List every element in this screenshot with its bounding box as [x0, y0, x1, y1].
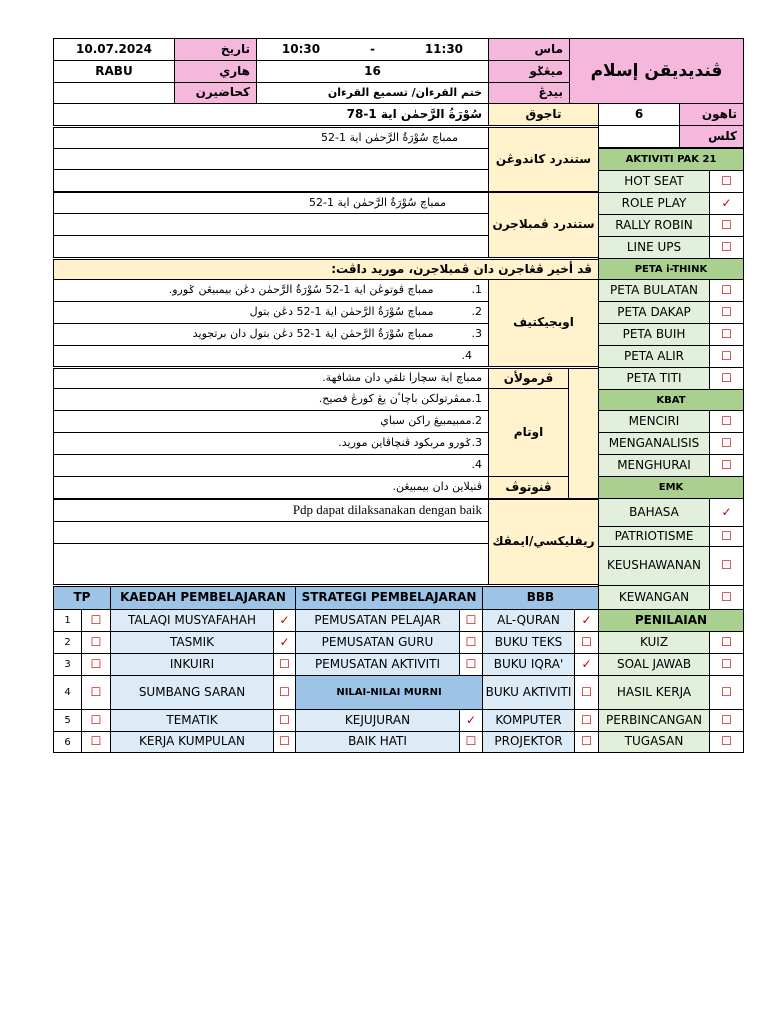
pak21-checkbox[interactable]: ☐: [709, 170, 744, 193]
pak21-checkbox[interactable]: ☐: [709, 214, 744, 237]
tp-checkbox[interactable]: ☐: [81, 631, 111, 654]
emk-checkbox[interactable]: ✓: [709, 498, 744, 527]
tp-checkbox[interactable]: ☐: [81, 609, 111, 632]
utama-2: [53, 410, 489, 433]
date-value: 10.07.2024: [53, 38, 175, 61]
strategi-checkbox[interactable]: ☐: [459, 631, 483, 654]
ithink-item: PETA ALIR: [598, 345, 710, 368]
permulaan-text: ممباچ اية سچارا تلقي دان مشافهة.: [53, 368, 489, 389]
ithink-checkbox[interactable]: ☐: [709, 323, 744, 346]
kaedah-checkbox[interactable]: ✓: [273, 609, 296, 632]
emk-checkbox[interactable]: ☐: [709, 546, 744, 586]
utama-text: ݢورو مربكود ڤنچاڤاين موريد.: [338, 436, 472, 450]
tp-checkbox[interactable]: ☐: [81, 731, 111, 753]
penilaian-item: SOAL JAWAB: [598, 653, 710, 676]
emk-item: KEUSHAWANAN: [598, 546, 710, 586]
ithink-item: PETA BULATAN: [598, 279, 710, 302]
kandungan-text: ممباچ سُوْرَةُ الرَّحمٰن اية 1-52: [53, 127, 489, 149]
tp-number: 4: [53, 675, 82, 710]
bbb-item: PROJEKTOR: [482, 731, 575, 753]
penilaian-item: HASIL KERJA: [598, 675, 710, 710]
reflection-line-3: [53, 543, 489, 585]
day-label: هاري: [174, 60, 257, 83]
bbb-checkbox[interactable]: ☐: [574, 731, 599, 753]
objective-1: [53, 279, 489, 302]
utama-number: 3.: [471, 436, 482, 450]
kbat-item: MENCIRI: [598, 410, 710, 433]
time-end: 11:30: [424, 41, 464, 56]
emk-item: PATRIOTISME: [598, 526, 710, 547]
penutup-label: ڤنوتوڤ: [488, 476, 569, 499]
kaedah-checkbox[interactable]: ☐: [273, 675, 296, 710]
pak21-item: HOT SEAT: [598, 170, 710, 193]
penilaian-item: KUIZ: [598, 631, 710, 654]
objective-label: اوبجيكتيف: [488, 279, 599, 367]
class-value: [598, 125, 680, 148]
objective-number: 2.: [471, 305, 482, 319]
pembelajaran-label: ستندرد ڤمبلاجرن: [488, 192, 599, 258]
penilaian-checkbox[interactable]: ☐: [709, 731, 744, 753]
time-range: [256, 38, 489, 61]
kbat-checkbox[interactable]: ☐: [709, 454, 744, 477]
kandungan-label: ستندرد كاندوڠن: [488, 127, 599, 192]
utama-text: ممڤرتولكن باچاٴن يڠ كورڠ فصيح.: [318, 392, 472, 406]
utama-number: 2.: [471, 414, 482, 428]
topic-label: تاجوق: [488, 103, 599, 126]
penilaian-checkbox[interactable]: ☐: [709, 709, 744, 732]
year-label: تاهون: [679, 103, 744, 126]
pak21-checkbox[interactable]: ✓: [709, 192, 744, 215]
tp-number: 2: [53, 631, 82, 654]
kaedah-item: INKUIRI: [110, 653, 274, 676]
penutup-text: ڤنيلاين دان بيمبيڠن.: [53, 476, 489, 499]
ithink-checkbox[interactable]: ☐: [709, 279, 744, 302]
time-label: ماس: [488, 38, 570, 61]
day-value: RABU: [53, 60, 175, 83]
nilai-header: NILAI-NILAI MURNI: [295, 675, 483, 710]
kaedah-checkbox[interactable]: ☐: [273, 653, 296, 676]
time-separator: -: [369, 41, 375, 56]
week-label: ميڠݢو: [488, 60, 570, 83]
strategi-item: PEMUSATAN AKTIVITI: [295, 653, 460, 676]
bbb-item: KOMPUTER: [482, 709, 575, 732]
ithink-item: PETA BUIH: [598, 323, 710, 346]
field-label: بيدڠ: [488, 82, 570, 104]
penilaian-checkbox[interactable]: ☐: [709, 631, 744, 654]
ithink-header: PETA i-THINK: [598, 258, 744, 280]
kbat-item: MENGHURAI: [598, 454, 710, 477]
objective-number: 1.: [471, 283, 482, 297]
strategi-item: PEMUSATAN GURU: [295, 631, 460, 654]
pak21-checkbox[interactable]: ☐: [709, 236, 744, 259]
kaedah-item: KERJA KUMPULAN: [110, 731, 274, 753]
ithink-checkbox[interactable]: ☐: [709, 367, 744, 390]
nilai-item: BAIK HATI: [295, 731, 460, 753]
pak21-header: AKTIVITI PAK 21: [598, 148, 744, 171]
bbb-checkbox[interactable]: ☐: [574, 631, 599, 654]
subject-title: ڤنديديقن إسلام: [569, 38, 744, 104]
bbb-header: BBB: [482, 586, 599, 610]
emk-item: BAHASA: [598, 498, 710, 527]
tp-checkbox[interactable]: ☐: [81, 653, 111, 676]
strategi-checkbox[interactable]: ☐: [459, 653, 483, 676]
tp-number: 5: [53, 709, 82, 732]
week-value: 16: [256, 60, 489, 83]
utama-number: 4.: [471, 458, 482, 472]
penilaian-item: TUGASAN: [598, 731, 710, 753]
nilai-checkbox[interactable]: ☐: [459, 731, 483, 753]
pembelajaran-line-3: [53, 235, 489, 258]
attendance-value: [53, 82, 175, 104]
pembelajaran-line-2: [53, 213, 489, 236]
permulaan-label: ڤرمولأن: [488, 368, 569, 389]
utama-4: [53, 454, 489, 477]
strategi-item: PEMUSATAN PELAJAR: [295, 609, 460, 632]
kaedah-checkbox[interactable]: ☐: [273, 731, 296, 753]
pak21-item: ROLE PLAY: [598, 192, 710, 215]
utama-number: 1.: [471, 392, 482, 406]
tp-checkbox[interactable]: ☐: [81, 675, 111, 710]
pembelajaran-text: ممباچ سُوْرَةُ الرَّحمٰن اية 1-52: [53, 192, 489, 214]
tp-checkbox[interactable]: ☐: [81, 709, 111, 732]
strategi-checkbox[interactable]: ☐: [459, 609, 483, 632]
objective-header: ڤد أخير ڤڠاجرن دان ڤمبلاجرن، موريد داڤت:: [53, 259, 599, 280]
ithink-checkbox[interactable]: ☐: [709, 345, 744, 368]
kbat-checkbox[interactable]: ☐: [709, 410, 744, 433]
emk-checkbox[interactable]: ☐: [709, 526, 744, 547]
attendance-label: كحاضيرن: [174, 82, 257, 104]
tp-header: TP: [53, 586, 111, 610]
kandungan-line-3: [53, 169, 489, 192]
bbb-item: AL-QURAN: [482, 609, 575, 632]
objective-number: 4.: [461, 348, 472, 362]
objective-4: [53, 345, 489, 367]
objective-text: ممباچ سُوْرَةُ الرَّحمٰن اية 1-52 دڠن بتول: [249, 305, 434, 319]
tp-number: 6: [53, 731, 82, 753]
kaedah-item: TALAQI MUSYAFAHAH: [110, 609, 274, 632]
ithink-item: PETA DAKAP: [598, 301, 710, 324]
nilai-checkbox[interactable]: ✓: [459, 709, 483, 732]
utama-label: اوتام: [488, 388, 569, 477]
bbb-checkbox[interactable]: ☐: [574, 709, 599, 732]
objective-2: [53, 301, 489, 324]
kaedah-item: TASMIK: [110, 631, 274, 654]
ithink-item: PETA TITI: [598, 367, 710, 390]
penilaian-checkbox[interactable]: ☐: [709, 653, 744, 676]
date-label: تاريخ: [174, 38, 257, 61]
class-label: كلس: [679, 125, 744, 148]
ithink-checkbox[interactable]: ☐: [709, 301, 744, 324]
emk-item: KEWANGAN: [598, 585, 710, 610]
objective-text: ممباچ ڤوتوڠن اية 1-52 سُوْرَةُ الرَّحمٰن دڠن بيمبيڠن ݢورو.: [168, 283, 434, 297]
emk-header: EMK: [598, 476, 744, 499]
penilaian-checkbox[interactable]: ☐: [709, 675, 744, 710]
penilaian-item: PERBINCANGAN: [598, 709, 710, 732]
kbat-item: MENGANALISIS: [598, 432, 710, 455]
objective-number: 3.: [471, 327, 482, 341]
pak21-item: LINE UPS: [598, 236, 710, 259]
kandungan-line-2: [53, 148, 489, 170]
pak21-item: RALLY ROBIN: [598, 214, 710, 237]
field-value: ختم القرءان/ تسميع القرءان: [256, 82, 489, 104]
tp-number: 3: [53, 653, 82, 676]
utama-text: ممبيمبيڠ راكن سباي: [380, 414, 472, 428]
bbb-item: BUKU IQRA': [482, 653, 575, 676]
kaedah-item: TEMATIK: [110, 709, 274, 732]
year-value: 6: [598, 103, 680, 126]
kaedah-checkbox[interactable]: ✓: [273, 631, 296, 654]
kaedah-checkbox[interactable]: ☐: [273, 709, 296, 732]
reflection-label: ريفليكسي/ايمڤك: [488, 499, 599, 585]
kaedah-header: KAEDAH PEMBELAJARAN: [110, 586, 296, 610]
utama-3: [53, 432, 489, 455]
kbat-header: KBAT: [598, 389, 744, 411]
reflection-text: Pdp dapat dilaksanakan dengan baik: [53, 499, 489, 522]
nilai-item: KEJUJURAN: [295, 709, 460, 732]
bbb-item: BUKU AKTIVITI: [482, 675, 575, 710]
tp-number: 1: [53, 609, 82, 632]
time-start: 10:30: [281, 41, 321, 56]
activity-side-cell: [568, 368, 599, 499]
penilaian-header: PENILAIAN: [598, 609, 744, 632]
kbat-checkbox[interactable]: ☐: [709, 432, 744, 455]
bbb-checkbox[interactable]: ✓: [574, 653, 599, 676]
utama-1: [53, 388, 489, 411]
objective-3: [53, 323, 489, 346]
emk-checkbox[interactable]: ☐: [709, 585, 744, 610]
bbb-checkbox[interactable]: ☐: [574, 675, 599, 710]
reflection-line-2: [53, 521, 489, 544]
bbb-item: BUKU TEKS: [482, 631, 575, 654]
topic-value: سُوْرَةُ الرَّحمٰن اية 1-78: [53, 103, 489, 126]
kaedah-item: SUMBANG SARAN: [110, 675, 274, 710]
strategi-header: STRATEGI PEMBELAJARAN: [295, 586, 483, 610]
bbb-checkbox[interactable]: ✓: [574, 609, 599, 632]
objective-text: ممباچ سُوْرَةُ الرَّحمٰن اية 1-52 دڠن بتول دان برتجويد: [192, 327, 434, 341]
